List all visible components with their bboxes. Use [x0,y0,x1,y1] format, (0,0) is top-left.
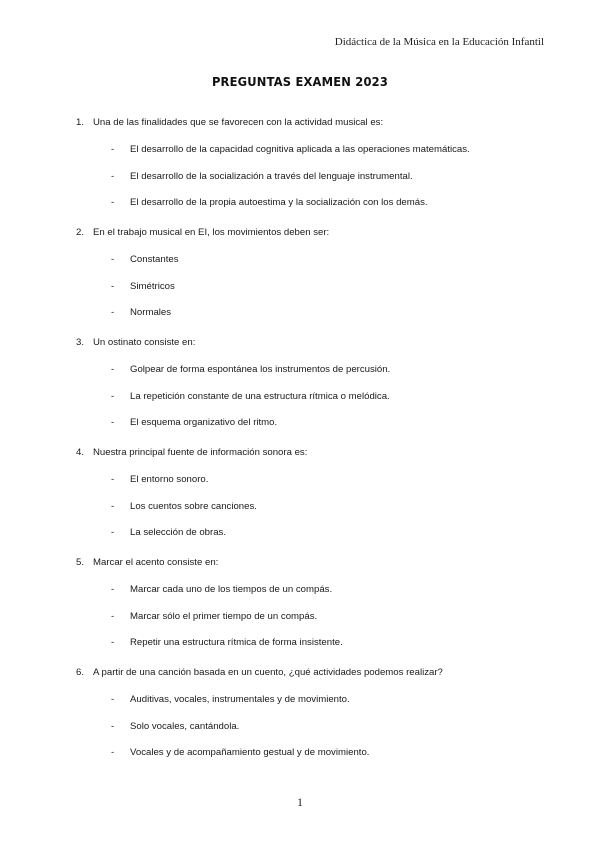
option-list [76,693,556,759]
option-item [76,253,556,266]
question-line [76,336,556,349]
option-bullet: - [111,747,115,758]
option-item [76,143,556,156]
option-bullet: - [111,474,115,485]
question-number: 4. [76,447,85,458]
option-text: Marcar cada uno de los tiempos de un compás. [130,584,333,595]
option-text: Los cuentos sobre canciones. [130,500,257,512]
question-number: 2. [76,227,85,238]
question-1 [76,116,556,209]
option-item [76,196,556,209]
page-number: 1 [297,795,303,809]
option-text: Auditivas, vocales, instrumentales y de movimiento. [130,694,350,705]
option-list [76,363,556,429]
option-bullet: - [111,307,115,318]
option-item [76,746,556,759]
question-text: Una de las finalidades que se favorecen con la actividad musical es: [93,117,384,128]
question-4 [76,446,556,539]
question-text: En el trabajo musical en EI, los movimientos deben ser: [93,227,330,238]
question-text: Nuestra principal fuente de información sonora es: [93,447,308,458]
option-text: Vocales y de acompañamiento gestual y de movimiento. [130,747,370,758]
option-bullet: - [111,694,115,705]
option-list [76,143,556,209]
option-text: La selección de obras. [130,527,226,538]
option-item [76,363,556,376]
option-text: Simétricos [130,280,175,292]
question-number: 6. [76,667,85,678]
option-text: El desarrollo de la capacidad cognitiva aplicada a las operaciones matemáticas. [130,144,470,155]
option-text: Normales [130,307,172,318]
question-line [76,446,556,459]
question-line [76,116,556,129]
question-6 [76,666,556,759]
option-bullet: - [111,720,115,732]
option-item [76,720,556,733]
question-text: Marcar el acento consiste en: [93,557,219,568]
option-list [76,253,556,319]
option-text: Golpear de forma espontánea los instrumentos de percusión. [130,364,391,375]
option-item [76,170,556,183]
option-bullet: - [111,197,115,208]
option-list [76,473,556,539]
option-bullet: - [111,144,115,155]
question-2 [76,226,556,319]
question-3 [76,336,556,429]
question-line [76,226,556,239]
option-text: El entorno sonoro. [130,474,209,485]
option-item [76,500,556,513]
option-text: La repetición constante de una estructura rítmica o melódica. [130,390,390,402]
option-item [76,390,556,403]
option-text: Marcar sólo el primer tiempo de un compás. [130,610,318,622]
option-bullet: - [111,584,115,595]
option-bullet: - [111,170,115,182]
question-5 [76,556,556,649]
question-number: 5. [76,557,85,568]
option-item [76,416,556,429]
option-text: Solo vocales, cantándola. [130,720,240,732]
page-title: PREGUNTAS EXAMEN 2023 [211,74,389,89]
option-item [76,693,556,706]
question-list [76,116,556,776]
option-item [76,280,556,293]
option-bullet: - [111,364,115,375]
option-item [76,526,556,539]
option-bullet: - [111,280,115,292]
option-bullet: - [111,500,115,512]
option-bullet: - [111,390,115,402]
question-line [76,556,556,569]
option-item [76,636,556,649]
running-head: Didáctica de la Música en la Educación Infantil [334,36,544,48]
question-number: 3. [76,337,85,348]
question-text: Un ostinato consiste en: [93,337,196,348]
option-text: El desarrollo de la propia autoestima y la socialización con los demás. [130,197,428,208]
option-text: El esquema organizativo del ritmo. [130,417,278,428]
option-text: Constantes [130,254,179,265]
option-text: Repetir una estructura rítmica de forma insistente. [130,637,343,648]
option-bullet: - [111,637,115,648]
option-list [76,583,556,649]
question-line [76,666,556,679]
option-item [76,610,556,623]
option-bullet: - [111,527,115,538]
option-item [76,583,556,596]
option-bullet: - [111,254,115,265]
question-text: A partir de una canción basada en un cuento, ¿qué actividades podemos realizar? [93,667,443,678]
option-item [76,306,556,319]
option-bullet: - [111,417,115,428]
question-number: 1. [76,117,85,128]
option-bullet: - [111,610,115,622]
option-text: El desarrollo de la socialización a través del lenguaje instrumental. [130,170,413,182]
option-item [76,473,556,486]
